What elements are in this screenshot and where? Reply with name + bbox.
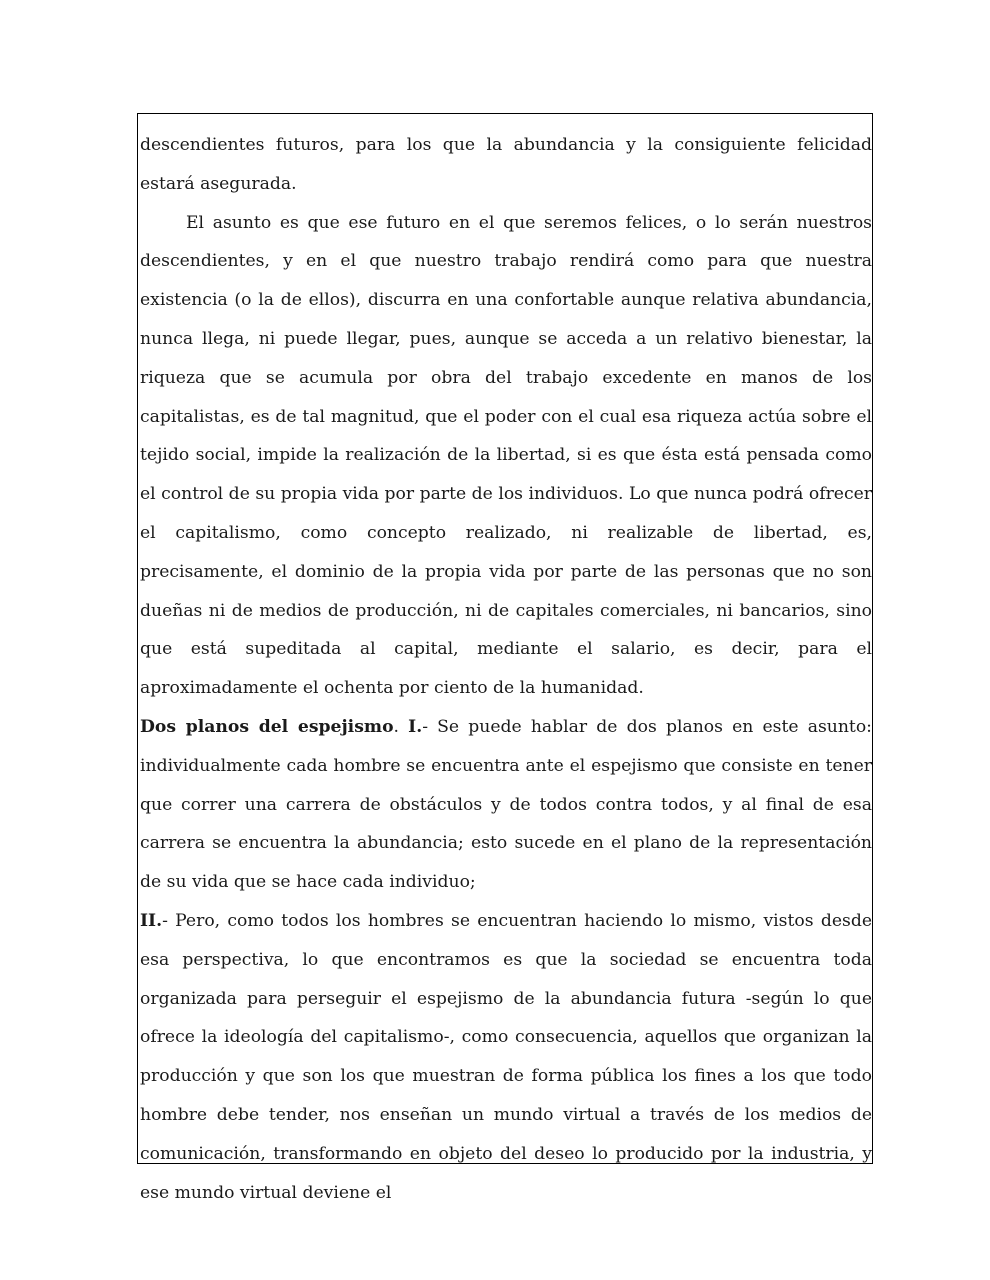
section-heading: Dos planos del espejismo — [140, 716, 394, 737]
numeral-two: II. — [140, 910, 163, 931]
paragraph-3 — [140, 708, 872, 902]
paragraph-1-text: descendientes futuros, para los que la abundancia y la consiguiente felicidad estará asegurada. — [140, 135, 872, 194]
paragraph-2 — [140, 204, 872, 708]
heading-separator: . — [393, 716, 409, 737]
document-body — [140, 126, 872, 1212]
paragraph-2-text: El asunto es que ese futuro en el que seremos felices, o lo serán nuestros descendientes, y en el que nuestro trabajo rendirá como para que nuestra existencia (o la de ellos), discurra en una confortable aunque relativa abundancia, nunca llega, ni puede llegar, pues, aunque se acceda a un relativo bienestar, la riqueza que se acumula por obra del trabajo excedente en manos de los capitalistas, es de tal magnitud, que el poder con el cual esa riqueza actúa sobre el tejido social, impide la realización de la libertad, si es que ésta está pensada como el control de su propia vida por parte de los individuos. Lo que nunca podrá ofrecer el capitalismo, como concepto realizado, ni realizable de libertad, es, precisamente, el dominio de la propia vida por parte de las personas que no son dueñas ni de medios de producción, ni de capitales comerciales, ni bancarios, sino que está supeditada al capital, mediante el salario, es decir, para el aproximadamente el ochenta por ciento de la humanidad. — [140, 212, 872, 699]
paragraph-4 — [140, 902, 872, 1212]
paragraph-1 — [140, 126, 872, 204]
paragraph-4-text: - Pero, como todos los hombres se encuentran haciendo lo mismo, vistos desde esa perspectiva, lo que encontramos es que la sociedad se encuentra toda organizada para perseguir el espejismo de la abundancia futura -según lo que ofrece la ideología del capitalismo-, como consecuencia, aquellos que organizan la producción y que son los que muestran de forma pública los fines a los que todo hombre debe tender, nos enseñan un mundo virtual a través de los medios de comunicación, transformando en objeto del deseo lo producido por la industria, y ese mundo virtual deviene el — [140, 910, 872, 1203]
paragraph-3-text: - Se puede hablar de dos planos en este asunto: individualmente cada hombre se encuentra ante el espejismo que consiste en tener que correr una carrera de obstáculos y de todos contra todos, y al final de esa carrera se encuentra la abundancia; esto sucede en el plano de la representación de su vida que se hace cada individuo; — [140, 716, 872, 893]
numeral-one: I. — [408, 716, 423, 737]
